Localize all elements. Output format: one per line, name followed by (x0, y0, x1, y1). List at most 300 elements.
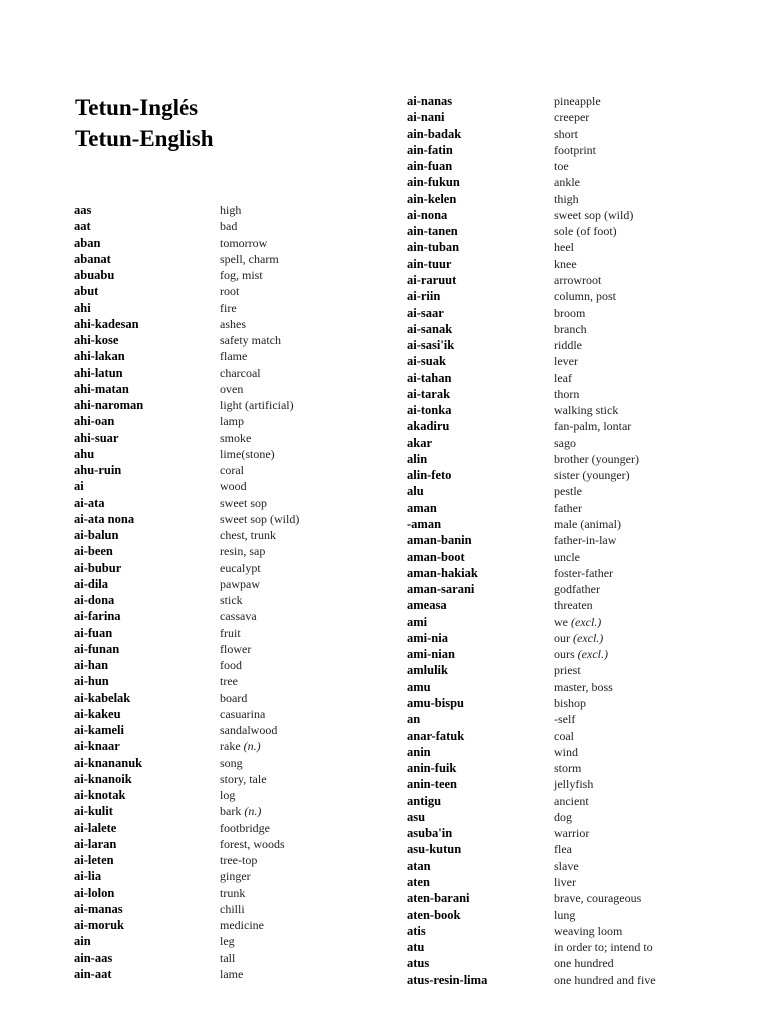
entry-term: ai-knananuk (74, 755, 143, 770)
entry-term: ain-tuur (407, 256, 452, 271)
entry-definition (220, 348, 247, 364)
entry-definition-text: ancient (554, 793, 589, 808)
entry-term: ain-badak (407, 126, 462, 141)
entry-definition-text: thorn (554, 386, 580, 401)
entry-definition-text: sago (554, 435, 576, 450)
entry-term: ai-kulit (74, 804, 113, 819)
entry-term: ai-lalete (74, 820, 117, 835)
entry-grammar-note: (n.) (244, 804, 262, 819)
entry-definition (220, 787, 235, 803)
entry-definition (554, 451, 639, 467)
entry-term: ai-been (74, 544, 113, 559)
entry-definition-text: footprint (554, 142, 596, 157)
entry-definition-text: master, boss (554, 679, 613, 694)
entry-definition-text: lame (220, 966, 244, 981)
entry-definition (554, 386, 579, 402)
entry-definition (554, 760, 581, 776)
entry-definition (554, 142, 596, 158)
entry-definition (554, 614, 601, 630)
entry-term: ahi-kadesan (74, 316, 139, 331)
entry-definition-text: pineapple (554, 94, 601, 108)
entry-definition-text: footbridge (220, 820, 270, 835)
entry-definition (220, 966, 243, 982)
entry-definition (554, 256, 577, 272)
entry-definition (554, 174, 580, 190)
entry-definition-text: lung (554, 907, 576, 922)
entry-term: ain-aas (74, 950, 113, 965)
entry-definition-text: storm (554, 761, 582, 776)
entry-grammar-note: (n.) (243, 739, 261, 754)
entry-term: ain-tanen (407, 224, 458, 239)
entry-definition-text: fan-palm, lontar (554, 419, 632, 434)
entry-term: alin-feto (407, 468, 452, 483)
entry-grammar-note: (excl.) (571, 614, 602, 629)
entry-definition (220, 592, 243, 608)
entry-term: ai-sanak (407, 321, 453, 336)
entry-term: aten-book (407, 907, 461, 922)
entry-definition (554, 109, 589, 125)
entry-term: ahi-suar (74, 430, 119, 445)
entry-term: atus (407, 956, 430, 971)
entry-definition-text: riddle (554, 338, 582, 353)
entry-definition (554, 370, 572, 386)
entry-definition-text: spell, charm (220, 251, 279, 266)
entry-definition (554, 809, 572, 825)
entry-definition (220, 300, 237, 316)
entry-definition-text: sandalwood (220, 723, 278, 737)
entry-term: ai-raruut (407, 272, 457, 287)
entry-definition (554, 939, 653, 955)
entry-definition-text: wind (554, 744, 578, 759)
entry-term: ahu (74, 446, 95, 461)
entry-definition (554, 223, 617, 239)
entry-term: ai-knanoik (74, 771, 132, 786)
entry-definition-text: oven (220, 381, 244, 396)
entry-definition (220, 462, 244, 478)
entry-term: aban (74, 235, 101, 250)
entry-definition-text: sole (of foot) (554, 224, 617, 239)
entry-definition-text: toe (554, 159, 569, 174)
entry-definition-text: eucalypt (220, 560, 261, 575)
entry-definition (554, 549, 580, 565)
entry-definition-text: pestle (554, 484, 582, 499)
entry-definition (554, 288, 616, 304)
entry-definition (220, 202, 241, 218)
entry-term: ain-tuban (407, 240, 460, 255)
entry-definition-text: rake (220, 739, 241, 754)
entry-term: anar-fatuk (407, 728, 465, 743)
entry-definition-text: -self (554, 712, 576, 727)
entry-definition (554, 500, 582, 516)
entry-definition-text: column, post (554, 289, 616, 304)
entry-definition-text: jellyfish (554, 777, 594, 792)
entry-definition-text: we (554, 614, 568, 629)
entry-definition (220, 803, 261, 819)
entry-definition (220, 641, 251, 657)
entry-definition-text: fire (220, 300, 237, 315)
entry-definition-text: flea (554, 842, 572, 857)
entry-term: abut (74, 284, 99, 299)
entry-definition (220, 527, 276, 543)
entry-definition (220, 933, 235, 949)
entry-term: akadiru (407, 419, 450, 434)
entry-definition-text: resin, sap (220, 544, 266, 559)
entry-definition (554, 890, 641, 906)
entry-term: ai-nanas (407, 94, 453, 108)
entry-definition-text: leg (220, 934, 235, 949)
entry-definition (220, 235, 267, 251)
entry-definition-text: warrior (554, 826, 590, 841)
entry-definition (554, 435, 576, 451)
entry-term: ai-balun (74, 528, 119, 542)
entry-definition (220, 820, 270, 836)
entry-term: alu (407, 484, 424, 499)
entry-definition (554, 711, 575, 727)
entry-definition (220, 251, 279, 267)
entry-term: ain (74, 934, 91, 949)
entry-term: ai-farina (74, 609, 121, 624)
entry-definition-text: trunk (220, 885, 246, 900)
entry-definition (220, 868, 251, 884)
entry-definition-text: fruit (220, 625, 241, 640)
entry-definition (554, 858, 579, 874)
entry-definition (554, 532, 616, 548)
entry-term: ai-kakeu (74, 706, 121, 721)
entry-definition-text: fog, mist (220, 268, 263, 282)
entry-definition-text: pawpaw (220, 576, 260, 591)
entry-term: ai-nona (407, 207, 448, 222)
entry-term: abuabu (74, 268, 115, 282)
entry-term: ai-hun (74, 674, 109, 689)
entry-definition-text: one hundred and five (554, 972, 656, 987)
entry-definition-text: chilli (220, 901, 245, 916)
entry-term: atu (407, 940, 425, 955)
entry-definition (554, 597, 593, 613)
entry-term: an (407, 712, 421, 727)
entry-definition (554, 467, 630, 483)
entry-term: ai-kameli (74, 723, 124, 737)
entry-term: ai-tonka (407, 403, 452, 418)
entry-term: asu-kutun (407, 842, 462, 857)
entry-definition-text: ours (554, 647, 575, 662)
entry-definition (220, 950, 235, 966)
entry-term: aman-banin (407, 533, 472, 548)
entry-definition-text: one hundred (554, 956, 614, 971)
entry-definition (220, 901, 245, 917)
entry-definition-text: knee (554, 256, 577, 271)
entry-definition (220, 706, 265, 722)
entry-term: ami (407, 614, 428, 629)
entry-term: ai-tarak (407, 386, 451, 401)
entry-definition-text: sweet sop (wild) (554, 207, 634, 222)
entry-term: ain-aat (74, 966, 112, 981)
entry-definition (554, 646, 608, 662)
entry-definition-text: liver (554, 874, 576, 889)
entry-definition-text: our (554, 630, 570, 645)
entry-term: ameasa (407, 598, 447, 613)
entry-definition-text: song (220, 755, 243, 770)
entry-definition (554, 955, 614, 971)
entry-definition (220, 690, 247, 706)
entry-definition-text: casuarina (220, 706, 266, 721)
entry-definition-text: medicine (220, 918, 264, 932)
entry-definition (554, 793, 589, 809)
entry-definition (220, 495, 267, 511)
entry-definition (554, 841, 572, 857)
entry-definition (554, 402, 618, 418)
entry-definition-text: leaf (554, 370, 572, 385)
entry-definition-text: board (220, 690, 248, 705)
entry-definition (220, 576, 260, 592)
page-title-tetun-ingles: Tetun-Inglés (75, 95, 199, 120)
entry-term: atus-resin-lima (407, 972, 488, 987)
entry-term: aman-sarani (407, 582, 475, 597)
entry-grammar-note: (excl.) (577, 647, 608, 662)
entry-definition (554, 191, 579, 207)
entry-definition (220, 543, 265, 559)
entry-definition (554, 695, 586, 711)
entry-definition (220, 397, 294, 413)
entry-definition (554, 907, 575, 923)
entry-definition (220, 885, 245, 901)
entry-definition (220, 511, 299, 527)
entry-definition-text: threaten (554, 598, 593, 613)
entry-term: ai-manas (74, 901, 123, 916)
entry-term: ai-tahan (407, 370, 452, 385)
entry-term: ai-funan (74, 641, 120, 656)
entry-term: alin (407, 451, 428, 466)
entry-term: ai-dila (74, 576, 109, 591)
entry-definition (554, 923, 622, 939)
entry-term: amu-bispu (407, 695, 464, 710)
entry-definition (554, 337, 582, 353)
entry-definition (220, 625, 241, 641)
entry-definition-text: uncle (554, 549, 580, 564)
entry-definition-text: in order to; intend to (554, 940, 653, 955)
entry-definition-text: stick (220, 593, 243, 607)
entry-definition-text: priest (554, 663, 581, 678)
entry-term: ai-leten (74, 853, 114, 867)
entry-definition (554, 418, 631, 434)
entry-definition (554, 305, 585, 321)
entry-term: ahi-lakan (74, 349, 125, 364)
entry-definition-text: tall (220, 950, 236, 965)
entry-definition-text: root (220, 284, 240, 299)
entry-term: ai (74, 479, 84, 494)
entry-definition (220, 560, 261, 576)
entry-definition-text: male (animal) (554, 517, 621, 532)
entry-definition-text: broom (554, 305, 586, 320)
entry-grammar-note: (excl.) (573, 630, 604, 645)
entry-term: aman-boot (407, 549, 465, 564)
entry-definition-text: flame (220, 349, 248, 364)
entry-definition-text: father-in-law (554, 533, 617, 548)
entry-term: ai-suak (407, 354, 446, 369)
entry-definition-text: sweet sop (wild) (220, 511, 300, 526)
entry-definition (220, 836, 285, 852)
entry-term: ai-sasi'ik (407, 338, 455, 353)
entry-definition (554, 93, 601, 109)
entry-definition-text: forest, woods (220, 836, 285, 851)
entry-term: atis (407, 923, 426, 938)
entry-term: ain-kelen (407, 191, 457, 206)
entry-definition-text: light (artificial) (220, 398, 294, 412)
entry-definition (554, 321, 587, 337)
entry-definition (554, 239, 574, 255)
entry-definition-text: branch (554, 321, 587, 336)
entry-definition (554, 158, 569, 174)
entry-definition-text: story, tale (220, 771, 267, 786)
entry-definition (220, 852, 257, 868)
entry-term: amu (407, 679, 431, 694)
entry-definition-text: flower (220, 641, 252, 656)
entry-definition (220, 267, 263, 283)
entry-definition-text: brave, courageous (554, 891, 642, 906)
entry-term: ai-knaar (74, 739, 120, 754)
entry-definition (554, 581, 600, 597)
entry-definition (554, 776, 593, 792)
entry-definition (220, 657, 242, 673)
entry-definition-text: safety match (220, 333, 281, 347)
entry-definition-text: walking stick (554, 403, 619, 418)
entry-term: ai-fuan (74, 625, 113, 640)
entry-definition-text: dog (554, 809, 572, 824)
entry-definition (220, 608, 257, 624)
entry-term: atan (407, 858, 431, 873)
entry-term: ai-ata (74, 495, 105, 510)
entry-definition-text: father (554, 500, 582, 515)
entry-definition (554, 207, 633, 223)
entry-term: ahi-naroman (74, 398, 144, 412)
entry-definition (554, 744, 578, 760)
entry-term: abanat (74, 251, 111, 266)
entry-definition-text: slave (554, 858, 579, 873)
entry-term: ain-fuan (407, 159, 453, 174)
entry-definition-text: lime(stone) (220, 446, 275, 461)
entry-definition-text: sister (younger) (554, 468, 630, 483)
entry-definition-text: thigh (554, 191, 579, 206)
entry-term: ahi-matan (74, 381, 129, 396)
entry-term: anin (407, 744, 431, 759)
entry-definition-text: chest, trunk (220, 528, 276, 542)
entry-term: ahi (74, 300, 91, 315)
entry-definition (220, 446, 275, 462)
entry-definition (220, 478, 247, 494)
entry-definition (554, 272, 601, 288)
entry-term: ahi-oan (74, 414, 115, 429)
entry-term: ain-fukun (407, 175, 460, 190)
entry-definition (220, 283, 239, 299)
entry-definition (554, 126, 578, 142)
entry-definition (554, 516, 621, 532)
entry-term: aten-barani (407, 891, 470, 906)
entry-definition-text: coral (220, 463, 244, 477)
entry-term: anin-fuik (407, 761, 457, 776)
entry-term: asu (407, 809, 426, 824)
entry-term: ai-han (74, 658, 109, 672)
entry-definition-text: coal (554, 728, 574, 743)
entry-definition (554, 353, 578, 369)
entry-term: ai-bubur (74, 560, 122, 575)
entry-term: akar (407, 435, 432, 450)
entry-term: aten (407, 874, 430, 889)
entry-definition-text: food (220, 658, 242, 672)
entry-term: ai-saar (407, 305, 444, 320)
entry-definition-text: ankle (554, 175, 580, 190)
entry-definition-text: godfather (554, 582, 600, 597)
entry-definition (554, 662, 581, 678)
entry-definition-text: bishop (554, 695, 587, 710)
entry-term: ami-nian (407, 647, 455, 662)
entry-definition (220, 365, 261, 381)
entry-term: aas (74, 203, 92, 217)
entry-term: ahi-kose (74, 333, 119, 347)
entry-definition (554, 972, 656, 988)
entry-definition-text: ginger (220, 869, 251, 884)
entry-term: asuba'in (407, 826, 453, 841)
entry-definition (220, 917, 264, 933)
entry-term: amlulik (407, 663, 448, 678)
entry-definition-text: tomorrow (220, 235, 268, 250)
entry-definition-text: lamp (220, 414, 244, 429)
entry-term: ai-lia (74, 869, 102, 884)
entry-definition (220, 430, 251, 446)
entry-definition (554, 874, 576, 890)
entry-term: -aman (407, 517, 442, 532)
entry-term: ai-riin (407, 289, 441, 304)
entry-definition-text: cassava (220, 609, 257, 624)
entry-term: aman-hakiak (407, 565, 478, 580)
entry-definition (554, 565, 613, 581)
entry-term: ai-lolon (74, 885, 115, 900)
entry-term: ami-nia (407, 630, 448, 645)
entry-definition-text: arrowroot (554, 272, 602, 287)
entry-term: ai-kabelak (74, 690, 131, 705)
entry-term: ai-knotak (74, 788, 126, 802)
entry-definition (220, 316, 246, 332)
entry-term: ai-laran (74, 836, 117, 851)
entry-definition-text: high (220, 203, 242, 217)
entry-definition (554, 679, 613, 695)
entry-definition (220, 218, 237, 234)
entry-definition-text: ashes (220, 316, 246, 331)
entry-definition-text: bark (220, 804, 242, 819)
entry-term: ain-fatin (407, 142, 453, 157)
entry-definition (554, 825, 589, 841)
entry-definition-text: creeper (554, 110, 590, 125)
entry-definition (220, 332, 281, 348)
entry-definition (220, 722, 277, 738)
entry-definition-text: smoke (220, 430, 252, 445)
entry-definition (554, 728, 574, 744)
entry-term: ai-ata nona (74, 511, 135, 526)
entry-definition-text: brother (younger) (554, 451, 639, 466)
entry-definition (554, 630, 603, 646)
entry-term: ai-nani (407, 110, 445, 125)
entry-definition (554, 483, 582, 499)
entry-definition-text: tree-top (220, 853, 258, 867)
entry-definition-text: log (220, 788, 236, 802)
entry-definition (220, 738, 261, 754)
entry-term: ahi-latun (74, 365, 123, 380)
entry-term: anin-teen (407, 777, 457, 792)
entry-definition-text: charcoal (220, 365, 261, 380)
entry-definition-text: weaving loom (554, 923, 623, 938)
entry-definition-text: foster-father (554, 565, 614, 580)
entry-definition (220, 413, 244, 429)
entry-definition (220, 673, 238, 689)
entry-definition-text: lever (554, 354, 578, 369)
